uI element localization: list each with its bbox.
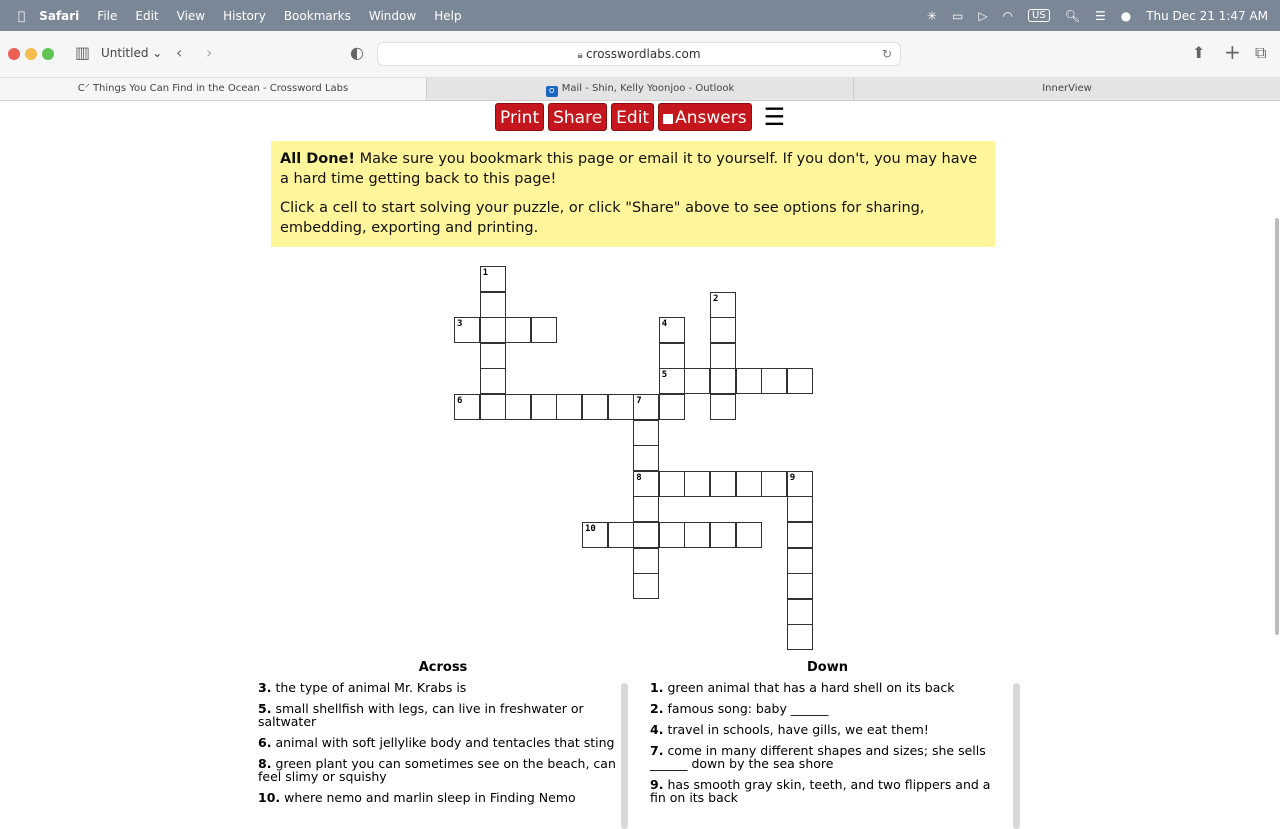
tab-label: Mail - Shin, Kelly Yoonjoo - Outlook — [561, 83, 735, 94]
grid-cell[interactable] — [633, 420, 659, 446]
grid-cell[interactable] — [582, 522, 608, 548]
across-clue[interactable] — [258, 736, 628, 749]
notice-text: Make sure you bookmark this page or email it to yourself. If you don't, you may have a hard time getting back to this page! — [280, 151, 978, 187]
grid-cell[interactable] — [480, 368, 506, 394]
clue-number: 7 — [636, 396, 642, 406]
control-center-icon[interactable]: ☰ — [1094, 8, 1106, 23]
notice-heading: All Done! — [280, 151, 355, 167]
across-heading: Across — [418, 660, 468, 675]
battery-icon[interactable]: ▭ — [951, 8, 964, 23]
clue-text: travel in schools, have gills, we eat them! — [667, 722, 929, 737]
new-tab-icon[interactable]: + — [1224, 40, 1241, 64]
clue-text: the type of animal Mr. Krabs is — [275, 680, 467, 695]
back-icon[interactable]: ‹ — [176, 43, 183, 62]
answers-label: Answers — [675, 108, 747, 128]
menu-window[interactable]: Window — [361, 8, 409, 23]
menu-history[interactable]: History — [215, 8, 259, 23]
share-icon[interactable]: ⬆︎ — [1192, 43, 1206, 62]
clue-text: has smooth gray skin, teeth, and two flippers and a fin on its back — [650, 777, 991, 805]
grid-cell[interactable] — [684, 471, 710, 497]
tab-group-label: Untitled — [101, 46, 149, 60]
across-clue[interactable] — [258, 681, 628, 694]
clue-text: small shellfish with legs, can live in freshwater or saltwater — [258, 701, 584, 729]
grid-cell[interactable] — [480, 343, 506, 369]
down-clue[interactable] — [650, 723, 1005, 736]
grid-cell[interactable] — [659, 522, 685, 548]
notice-box — [271, 141, 995, 247]
down-clue[interactable] — [650, 702, 1005, 715]
clue-text: green animal that has a hard shell on its back — [667, 680, 955, 695]
browser-toolbar — [0, 31, 1280, 77]
url-text: crosswordlabs.com — [585, 47, 701, 61]
grid-cell[interactable] — [710, 471, 736, 497]
grid-cell[interactable] — [787, 599, 813, 625]
wifi-icon[interactable]: ◠ — [1002, 8, 1014, 23]
grid-cell[interactable] — [633, 445, 659, 471]
menu-help[interactable]: Help — [427, 8, 455, 23]
print-button[interactable]: Print — [495, 103, 544, 131]
grid-cell[interactable] — [684, 368, 710, 394]
across-clue[interactable] — [258, 702, 628, 728]
grid-cell[interactable] — [633, 573, 659, 599]
zoom-window-button[interactable] — [42, 48, 54, 60]
clue-text: where nemo and marlin sleep in Finding Nemo — [284, 790, 576, 805]
across-scrollbar[interactable] — [621, 683, 628, 829]
grid-cell[interactable] — [659, 317, 685, 343]
address-bar[interactable] — [377, 42, 901, 66]
page-scrollbar[interactable] — [1275, 218, 1279, 635]
grid-cell[interactable] — [710, 317, 736, 343]
grid-cell[interactable] — [761, 368, 787, 394]
keyboard-input-indicator[interactable]: US — [1028, 9, 1050, 22]
grid-cell[interactable] — [787, 522, 813, 548]
grid-cell[interactable] — [531, 317, 557, 343]
grid-cell[interactable] — [787, 471, 813, 497]
grid-cell[interactable] — [556, 394, 582, 420]
share-button[interactable]: Share — [548, 103, 607, 131]
grid-cell[interactable] — [608, 522, 634, 548]
siri-icon[interactable]: ● — [1120, 8, 1132, 23]
lock-icon: 🔒︎ — [577, 50, 586, 61]
grid-cell[interactable] — [659, 368, 685, 394]
down-heading: Down — [807, 660, 848, 675]
grid-cell[interactable] — [710, 522, 736, 548]
clue-text: animal with soft jellylike body and tentacles that sting — [275, 735, 615, 750]
clue-number: 2 — [713, 293, 719, 304]
forward-icon[interactable]: › — [206, 43, 213, 62]
grid-cell[interactable] — [710, 292, 736, 318]
grid-cell[interactable] — [736, 522, 762, 548]
crossword-favicon: C⸍ — [77, 83, 93, 94]
privacy-shield-icon[interactable]: ◐ — [350, 43, 364, 62]
close-window-button[interactable] — [8, 48, 20, 60]
outlook-icon: O — [546, 86, 558, 97]
down-clue[interactable] — [650, 744, 1005, 770]
grid-cell[interactable] — [531, 394, 557, 420]
grid-cell[interactable] — [684, 522, 710, 548]
grid-cell[interactable] — [659, 343, 685, 369]
clue-text: come in many different shapes and sizes; she sells ______ down by the sea shore — [650, 743, 986, 771]
grid-cell[interactable] — [633, 394, 659, 420]
clue-num: 6. — [258, 735, 272, 750]
grid-cell[interactable] — [480, 317, 506, 343]
hamburger-menu-icon[interactable]: ☰ — [763, 103, 786, 131]
tab-label: Things You Can Find in the Ocean - Crossword Labs — [92, 83, 349, 94]
apple-icon[interactable] — [18, 9, 25, 23]
clue-number: 6 — [457, 396, 463, 406]
grid-cell[interactable] — [633, 471, 659, 497]
reload-icon[interactable]: ↻ — [881, 47, 892, 61]
edit-button[interactable]: Edit — [611, 103, 654, 131]
grid-cell[interactable] — [659, 471, 685, 497]
clue-num: 2. — [650, 701, 664, 716]
tab-outlook[interactable] — [426, 78, 853, 100]
down-clue[interactable] — [650, 681, 1005, 694]
search-icon[interactable]: 🔍︎ — [1064, 8, 1080, 23]
grid-cell[interactable] — [710, 343, 736, 369]
clue-number: 10 — [585, 524, 596, 534]
across-clue[interactable] — [258, 757, 628, 783]
grid-cell[interactable] — [480, 266, 506, 292]
grid-cell[interactable] — [710, 368, 736, 394]
menu-bar — [0, 0, 1280, 31]
menu-bookmarks[interactable]: Bookmarks — [276, 8, 344, 23]
grid-cell[interactable] — [736, 471, 762, 497]
menu-safari[interactable]: Safari — [32, 8, 73, 23]
tab-crossword[interactable] — [0, 78, 426, 100]
sidebar-icon[interactable]: ▥ — [75, 43, 91, 62]
tab-group-selector[interactable]: Untitled ⌄ — [101, 46, 163, 60]
clue-number: 8 — [636, 472, 642, 483]
grid-cell[interactable] — [787, 368, 813, 394]
grid-cell[interactable] — [787, 624, 813, 650]
grid-cell[interactable] — [633, 548, 659, 574]
clue-num: 5. — [258, 701, 272, 716]
play-icon[interactable]: ▷ — [978, 8, 988, 23]
clue-text: famous song: baby ______ — [667, 701, 829, 716]
grid-cell[interactable] — [608, 394, 634, 420]
grid-cell[interactable] — [787, 496, 813, 522]
answers-button[interactable] — [658, 103, 751, 131]
grid-cell[interactable] — [659, 394, 685, 420]
tab-innerview[interactable] — [853, 78, 1280, 100]
down-clue[interactable] — [650, 778, 1005, 804]
clock[interactable]: Thu Dec 21 1:47 AM — [1146, 8, 1268, 23]
clue-num: 3. — [258, 680, 272, 695]
clue-number: 1 — [482, 268, 489, 278]
grid-cell[interactable] — [454, 317, 480, 343]
grid-cell[interactable] — [582, 394, 608, 420]
tab-bar — [0, 77, 1280, 101]
bluetooth-icon[interactable]: ✳ — [926, 8, 937, 23]
clue-number: 4 — [661, 319, 668, 330]
grid-cell[interactable] — [480, 394, 506, 420]
menu-edit[interactable]: Edit — [128, 8, 152, 23]
menu-view[interactable]: View — [169, 8, 198, 23]
grid-cell[interactable] — [710, 394, 736, 420]
clue-num: 1. — [650, 680, 664, 695]
clue-number: 9 — [789, 472, 796, 483]
notice-instructions: Click a cell to start solving your puzzle, or click "Share" above to see options for sharing, embedding, exporting and printing. — [280, 200, 925, 236]
grid-cell[interactable] — [505, 394, 531, 420]
grid-cell[interactable] — [787, 573, 813, 599]
clue-text: green plant you can sometimes see on the beach, can feel slimy or squishy — [258, 756, 616, 784]
menu-file[interactable]: File — [90, 8, 111, 23]
across-clue[interactable] — [258, 791, 628, 804]
across-clues — [258, 660, 628, 812]
tab-overview-icon[interactable]: ⧉ — [1255, 43, 1267, 62]
minimize-window-button[interactable] — [25, 48, 37, 60]
puzzle-toolbar — [495, 103, 785, 131]
grid-cell[interactable] — [633, 522, 659, 548]
grid-cell[interactable] — [454, 394, 480, 420]
grid-cell[interactable] — [480, 292, 506, 318]
clue-number: 3 — [457, 319, 463, 330]
grid-cell[interactable] — [761, 471, 787, 497]
clue-num: 9. — [650, 777, 664, 792]
grid-cell[interactable] — [633, 496, 659, 522]
grid-cell[interactable] — [787, 548, 813, 574]
grid-cell[interactable] — [505, 317, 531, 343]
grid-cell[interactable] — [736, 368, 762, 394]
clue-num: 8. — [258, 756, 272, 771]
clue-number: 5 — [661, 370, 668, 381]
down-scrollbar[interactable] — [1013, 683, 1020, 829]
answers-checkbox[interactable] — [663, 114, 673, 124]
clue-num: 7. — [650, 743, 664, 758]
down-clues — [650, 660, 1005, 812]
tab-label: InnerView — [1042, 83, 1092, 94]
clue-num: 10. — [258, 790, 281, 805]
clue-num: 4. — [650, 722, 664, 737]
